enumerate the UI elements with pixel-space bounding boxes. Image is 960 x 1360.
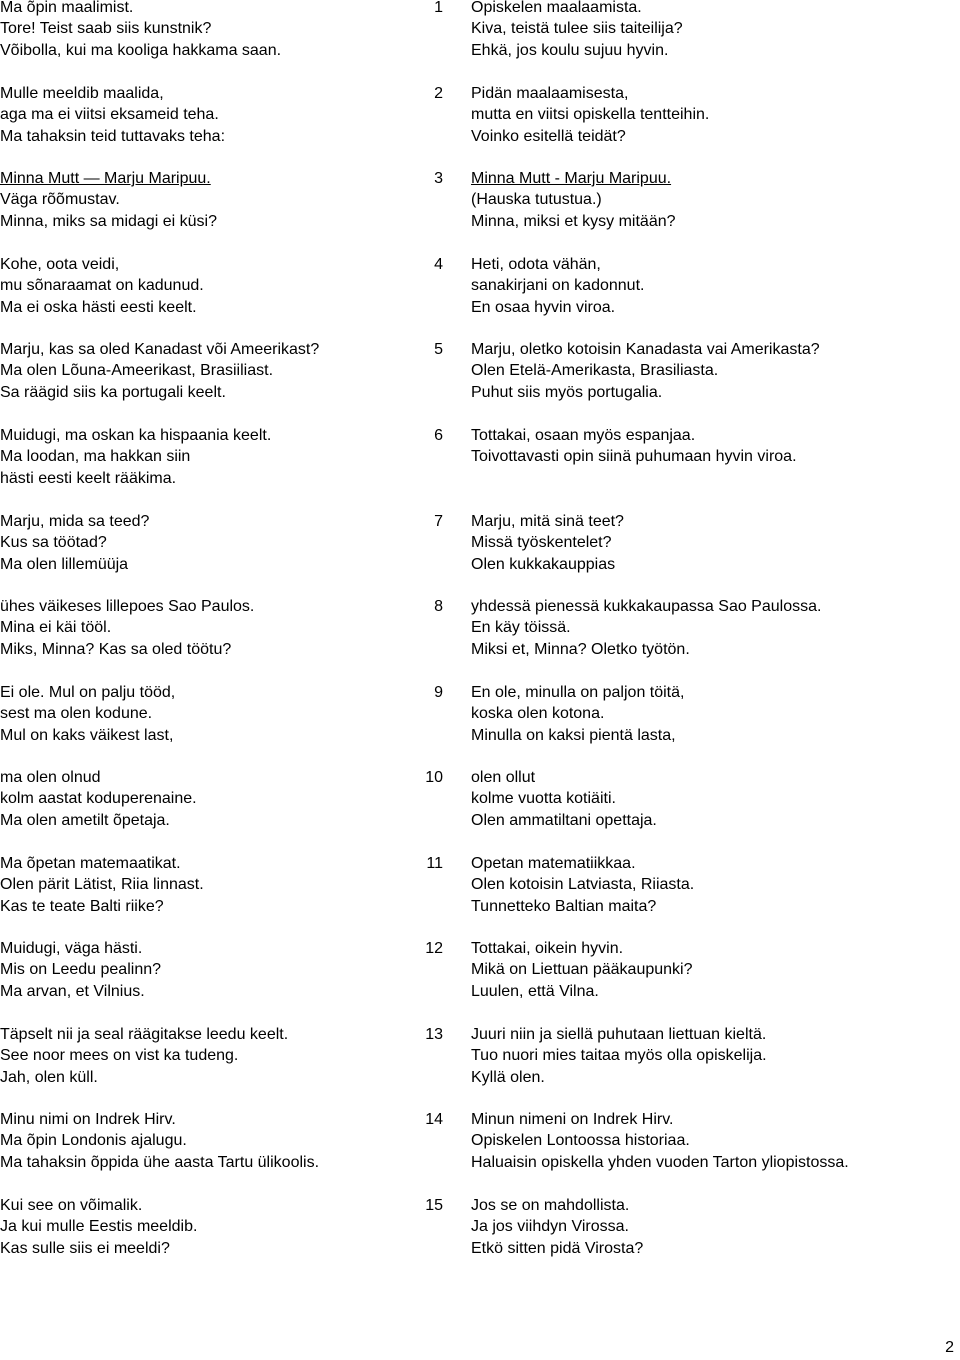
- finnish-line: En osaa hyvin viroa.: [471, 298, 616, 316]
- estonian-text: [0, 425, 420, 489]
- finnish-text: [471, 1109, 951, 1173]
- estonian-line: Mul on kaks väikest last,: [0, 726, 174, 744]
- estonian-line: Ma loodan, ma hakkan siin: [0, 448, 191, 466]
- estonian-line: Mina ei käi tööl.: [0, 619, 112, 637]
- section-number: 14: [425, 1111, 443, 1128]
- finnish-line: kolme vuotta kotiäiti.: [471, 790, 616, 808]
- finnish-text: [471, 425, 951, 468]
- estonian-line: Ma arvan, et Vilnius.: [0, 982, 145, 1000]
- finnish-text: [471, 168, 951, 232]
- finnish-line: Olen kotoisin Latviasta, Riiasta.: [471, 876, 695, 894]
- estonian-line: Ma olen Lõuna-Ameerikast, Brasiiliast.: [0, 362, 274, 380]
- finnish-line: Puhut siis myös portugalia.: [471, 383, 663, 401]
- estonian-line: kolm aastat koduperenaine.: [0, 790, 197, 808]
- finnish-line: yhdessä pienessä kukkakaupassa Sao Paulossa.: [471, 598, 822, 615]
- estonian-line: Võibolla, kui ma kooliga hakkama saan.: [0, 41, 282, 59]
- finnish-line: Tuo nuori mies taitaa myös olla opiskelija.: [471, 1047, 767, 1065]
- section-number: 4: [434, 256, 443, 273]
- finnish-line: Olen ammatiltani opettaja.: [471, 811, 657, 829]
- finnish-line: Voinko esitellä teidät?: [471, 127, 626, 145]
- finnish-line: Marju, mitä sinä teet?: [471, 513, 624, 530]
- finnish-line: Heti, odota vähän,: [471, 256, 601, 273]
- estonian-line: Kas te teate Balti riike?: [0, 897, 164, 915]
- finnish-line: En käy töissä.: [471, 619, 571, 637]
- finnish-text: [471, 254, 951, 318]
- estonian-text: [0, 1024, 420, 1088]
- finnish-line: Olen Etelä-Amerikasta, Brasiliasta.: [471, 362, 719, 380]
- estonian-text: [0, 168, 420, 232]
- section-number: 6: [434, 427, 443, 444]
- estonian-line: Sa räägid siis ka portugali keelt.: [0, 383, 226, 401]
- estonian-line: Väga rõõmustav.: [0, 191, 120, 209]
- estonian-line: sest ma olen kodune.: [0, 705, 153, 723]
- finnish-text: [471, 1024, 951, 1088]
- estonian-text: [0, 853, 420, 917]
- finnish-text: [471, 0, 951, 61]
- section-number: 9: [434, 684, 443, 701]
- estonian-line: Ma õpetan matemaatikat.: [0, 855, 181, 872]
- finnish-text: [471, 511, 951, 575]
- finnish-line: Minulla on kaksi pientä lasta,: [471, 726, 676, 744]
- estonian-line: ühes väikeses lillepoes Sao Paulos.: [0, 598, 255, 615]
- estonian-line: Ma tahaksin õppida ühe aasta Tartu ülikoolis.: [0, 1153, 320, 1171]
- estonian-line: aga ma ei viitsi eksameid teha.: [0, 106, 219, 124]
- finnish-text: [471, 938, 951, 1002]
- estonian-line: See noor mees on vist ka tudeng.: [0, 1047, 239, 1065]
- section-number: 10: [425, 769, 443, 786]
- estonian-line: Kui see on võimalik.: [0, 1197, 143, 1214]
- estonian-line: Ma õpin maalimist.: [0, 0, 134, 16]
- finnish-text: [471, 83, 951, 147]
- estonian-line: Kohe, oota veidi,: [0, 256, 120, 273]
- finnish-line: Opiskelen maalaamista.: [471, 0, 642, 16]
- finnish-line: (Hauska tutustua.): [471, 191, 602, 209]
- finnish-line: Miksi et, Minna? Oletko työtön.: [471, 640, 690, 658]
- finnish-text: [471, 853, 951, 917]
- finnish-line: Opetan matematiikkaa.: [471, 855, 636, 872]
- section-number: 12: [425, 940, 443, 957]
- estonian-text: [0, 682, 420, 746]
- section-number: 8: [434, 598, 443, 615]
- estonian-line: Muidugi, väga hästi.: [0, 940, 143, 957]
- finnish-line: Jos se on mahdollista.: [471, 1197, 630, 1214]
- estonian-line: hästi eesti keelt rääkima.: [0, 469, 177, 487]
- section-number: 11: [426, 855, 443, 872]
- section-number: 1: [434, 0, 443, 16]
- finnish-line: olen ollut: [471, 769, 536, 786]
- finnish-line: Mikä on Liettuan pääkaupunki?: [471, 961, 693, 979]
- finnish-line: Tottakai, osaan myös espanjaa.: [471, 427, 696, 444]
- estonian-line: Muidugi, ma oskan ka hispaania keelt.: [0, 427, 272, 444]
- estonian-text: [0, 1109, 420, 1173]
- finnish-line: sanakirjani on kadonnut.: [471, 277, 645, 295]
- estonian-line: Ma olen lillemüüja: [0, 555, 129, 573]
- estonian-line: ma olen olnud: [0, 769, 101, 786]
- section-number: 15: [425, 1197, 443, 1214]
- estonian-line: Täpselt nii ja seal räägitakse leedu keelt.: [0, 1026, 289, 1043]
- estonian-text: [0, 938, 420, 1002]
- finnish-line: Tottakai, oikein hyvin.: [471, 940, 624, 957]
- estonian-line: Mulle meeldib maalida,: [0, 85, 164, 102]
- estonian-line: Olen pärit Lätist, Riia linnast.: [0, 876, 204, 894]
- finnish-text: [471, 1195, 951, 1259]
- estonian-text: [0, 511, 420, 575]
- finnish-line: Kyllä olen.: [471, 1068, 545, 1086]
- finnish-line: Minun nimeni on Indrek Hirv.: [471, 1111, 674, 1128]
- section-number: 2: [434, 85, 443, 102]
- section-number: 13: [425, 1026, 443, 1043]
- finnish-line: Tunnetteko Baltian maita?: [471, 897, 657, 915]
- section-number: 7: [434, 513, 443, 530]
- estonian-line: Kas sulle siis ei meeldi?: [0, 1239, 170, 1257]
- estonian-line: Mis on Leedu pealinn?: [0, 961, 162, 979]
- estonian-line: Kus sa töötad?: [0, 534, 107, 552]
- estonian-line: Ma olen ametilt õpetaja.: [0, 811, 170, 829]
- finnish-line: Missä työskentelet?: [471, 534, 612, 552]
- finnish-line: Pidän maalaamisesta,: [471, 85, 629, 102]
- finnish-text: [471, 767, 951, 831]
- finnish-line: Luulen, että Vilna.: [471, 982, 599, 1000]
- finnish-line: Minna Mutt - Marju Maripuu.: [471, 170, 672, 187]
- estonian-line: Ei ole. Mul on palju tööd,: [0, 684, 176, 701]
- estonian-line: Minna Mutt — Marju Maripuu.: [0, 170, 211, 187]
- estonian-text: [0, 254, 420, 318]
- estonian-line: Ma tahaksin teid tuttavaks teha:: [0, 127, 226, 145]
- estonian-text: [0, 1195, 420, 1259]
- finnish-line: Toivottavasti opin siinä puhumaan hyvin viroa.: [471, 448, 797, 466]
- estonian-line: Marju, kas sa oled Kanadast või Ameerikast?: [0, 341, 320, 358]
- estonian-line: Minu nimi on Indrek Hirv.: [0, 1111, 176, 1128]
- estonian-line: Ma õpin Londonis ajalugu.: [0, 1132, 187, 1150]
- finnish-line: Haluaisin opiskella yhden vuoden Tarton yliopistossa.: [471, 1153, 849, 1171]
- finnish-line: Ja jos viihdyn Virossa.: [471, 1218, 629, 1236]
- finnish-line: Kiva, teistä tulee siis taiteilija?: [471, 20, 683, 38]
- estonian-text: [0, 83, 420, 147]
- finnish-line: koska olen kotona.: [471, 705, 605, 723]
- finnish-line: Etkö sitten pidä Virosta?: [471, 1239, 644, 1257]
- estonian-text: [0, 767, 420, 831]
- estonian-text: [0, 0, 420, 61]
- estonian-line: Miks, Minna? Kas sa oled töötu?: [0, 640, 232, 658]
- finnish-line: Marju, oletko kotoisin Kanadasta vai Amerikasta?: [471, 341, 820, 358]
- estonian-line: mu sõnaraamat on kadunud.: [0, 277, 204, 295]
- section-number: 3: [434, 170, 443, 187]
- estonian-line: Minna, miks sa midagi ei küsi?: [0, 212, 217, 230]
- finnish-text: [471, 339, 951, 403]
- finnish-line: mutta en viitsi opiskella tentteihin.: [471, 106, 710, 124]
- finnish-line: Ehkä, jos koulu sujuu hyvin.: [471, 41, 669, 59]
- estonian-line: Ma ei oska hästi eesti keelt.: [0, 298, 197, 316]
- finnish-line: Minna, miksi et kysy mitään?: [471, 212, 676, 230]
- estonian-line: Tore! Teist saab siis kunstnik?: [0, 20, 212, 38]
- page-number: 2: [945, 1338, 954, 1356]
- section-number: 5: [434, 341, 443, 358]
- estonian-text: [0, 339, 420, 403]
- finnish-line: Olen kukkakauppias: [471, 555, 616, 573]
- finnish-line: Juuri niin ja siellä puhutaan liettuan kieltä.: [471, 1026, 767, 1043]
- finnish-text: [471, 682, 951, 746]
- finnish-text: [471, 596, 951, 660]
- estonian-line: Marju, mida sa teed?: [0, 513, 150, 530]
- finnish-line: Opiskelen Lontoossa historiaa.: [471, 1132, 690, 1150]
- estonian-text: [0, 596, 420, 660]
- finnish-line: En ole, minulla on paljon töitä,: [471, 684, 685, 701]
- estonian-line: Jah, olen küll.: [0, 1068, 98, 1086]
- estonian-line: Ja kui mulle Eestis meeldib.: [0, 1218, 198, 1236]
